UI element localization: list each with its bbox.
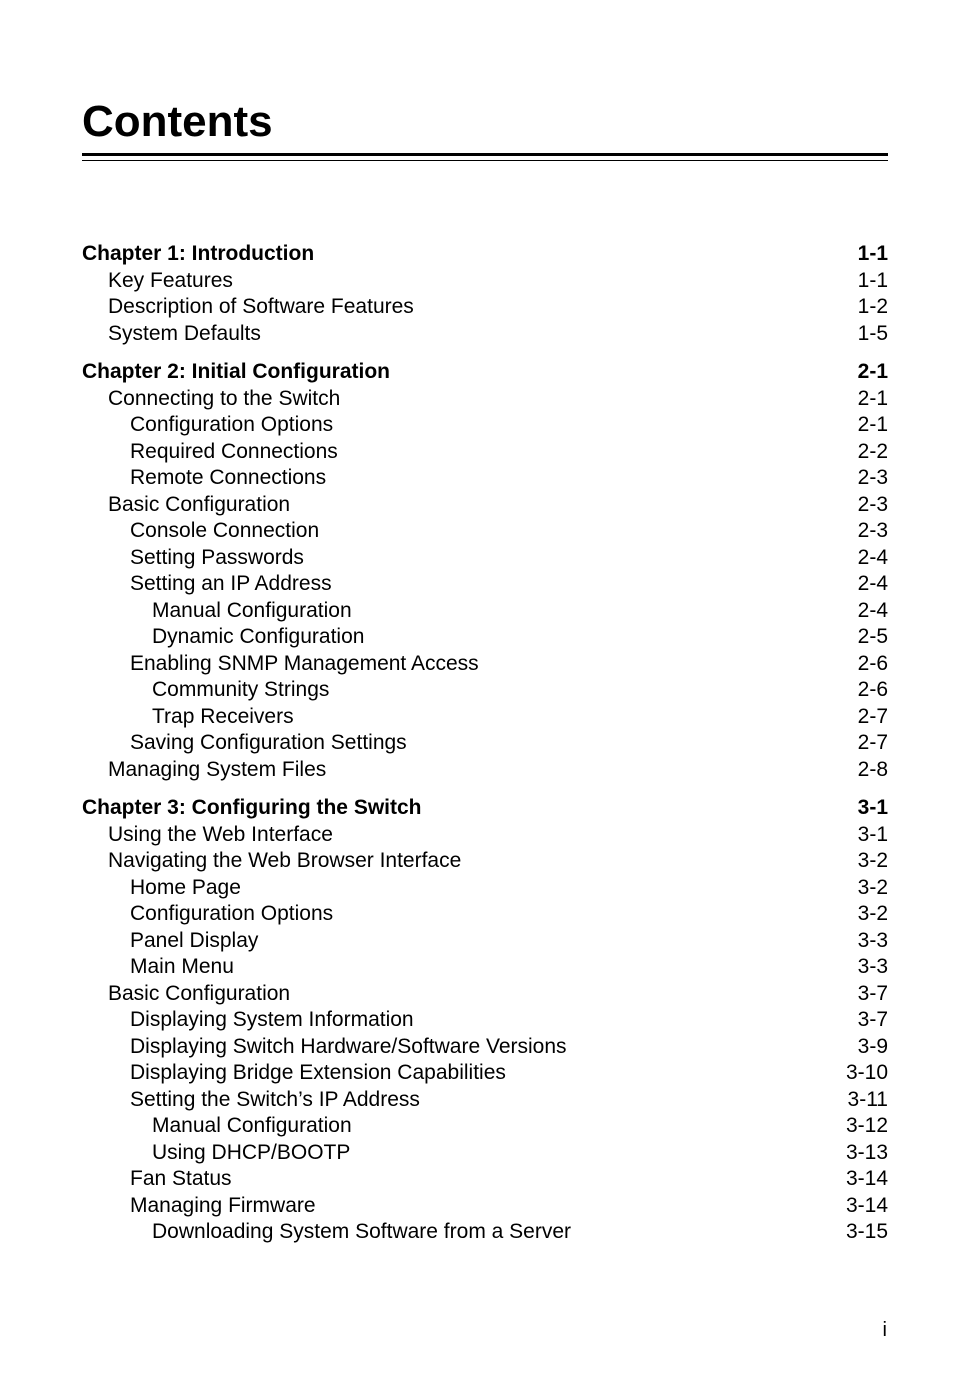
toc-entry-page: 3-2 [857, 902, 888, 925]
chapter-group [82, 359, 888, 783]
toc-entry-title: Basic Configuration [108, 492, 291, 516]
toc-entry-page: 3-7 [857, 1008, 888, 1031]
toc-entry-page: 3-15 [845, 1220, 888, 1243]
toc-entry-title: Using the Web Interface [108, 822, 333, 846]
toc-entry-page: 2-3 [857, 519, 888, 542]
title-rule-thin [82, 160, 888, 161]
toc-entry-page: 2-2 [857, 439, 888, 463]
toc-entry-title: Saving Configuration Settings [130, 731, 407, 754]
chapter-group [82, 241, 888, 347]
toc-entry-page: 3-2 [857, 875, 888, 899]
toc-entry-title: Navigating the Web Browser Interface [108, 849, 462, 872]
title-rule-thick [82, 153, 888, 156]
toc-entry-title: Manual Configuration [152, 1114, 352, 1137]
toc-entry[interactable] [82, 1060, 888, 1087]
toc-entry-page: 2-1 [857, 413, 888, 436]
toc-entry[interactable] [82, 1193, 888, 1220]
toc-entry-title: Connecting to the Switch [108, 386, 341, 410]
toc-entry[interactable] [82, 704, 888, 731]
page-title: Contents [82, 97, 273, 146]
toc-entry-title: Downloading System Software from a Server [152, 1220, 572, 1243]
toc-entry-page: 2-3 [857, 466, 888, 489]
toc-entry[interactable] [82, 1219, 888, 1246]
toc-entry-page: 1-5 [857, 321, 888, 345]
toc-entry-page: 3-7 [857, 981, 888, 1005]
toc-entry-title: Displaying Bridge Extension Capabilities [130, 1061, 506, 1084]
toc-entry-title: Setting the Switch’s IP Address [130, 1087, 420, 1111]
toc-entry[interactable] [82, 875, 888, 902]
toc-entry-page: 1-2 [857, 295, 888, 318]
toc-entry[interactable] [82, 492, 888, 519]
toc-entry[interactable] [82, 545, 888, 572]
toc-entry-page: 1-1 [857, 268, 888, 292]
toc-entry-title: Managing System Files [108, 757, 327, 781]
toc-entry-page: 3-1 [857, 796, 888, 819]
toc-entry[interactable] [82, 1034, 888, 1061]
toc-entry-title: Fan Status [130, 1167, 232, 1190]
toc-entry-page: 3-14 [845, 1167, 888, 1190]
toc-entry-title: Chapter 2: Initial Configuration [82, 360, 390, 383]
toc-entry-title: Remote Connections [130, 466, 327, 489]
toc-entry-title: Trap Receivers [152, 704, 294, 728]
toc-entry-page: 2-7 [857, 731, 888, 754]
chapter-group [82, 795, 888, 1246]
toc-entry-page: 2-8 [857, 757, 888, 781]
toc-entry-title: Panel Display [130, 928, 259, 952]
toc-entry[interactable] [82, 730, 888, 757]
toc-entry-title: Console Connection [130, 519, 320, 542]
toc-entry[interactable] [82, 1166, 888, 1193]
toc-entry-page: 2-4 [857, 598, 888, 622]
toc-entry-title: Managing Firmware [130, 1193, 316, 1217]
toc-entry[interactable] [82, 651, 888, 678]
table-of-contents [82, 241, 888, 1258]
toc-entry[interactable] [82, 321, 888, 348]
toc-entry-page: 3-1 [857, 822, 888, 846]
toc-entry-page: 3-2 [857, 849, 888, 872]
toc-entry-page: 3-3 [857, 928, 888, 952]
toc-entry-page: 2-4 [857, 572, 888, 595]
toc-entry-title: Configuration Options [130, 413, 334, 436]
toc-entry[interactable] [82, 386, 888, 413]
page-number: i [882, 1319, 887, 1341]
toc-entry-title: Required Connections [130, 439, 338, 463]
toc-entry[interactable] [82, 848, 888, 875]
toc-entry[interactable] [82, 268, 888, 295]
toc-entry-page: 3-11 [847, 1087, 888, 1111]
toc-entry-title: Manual Configuration [152, 598, 352, 622]
toc-entry-page: 2-5 [857, 625, 888, 648]
toc-entry-title: Displaying Switch Hardware/Software Versions [130, 1034, 567, 1058]
toc-entry-page: 3-14 [845, 1193, 888, 1217]
toc-entry-page: 2-6 [857, 651, 888, 675]
toc-entry-title: Chapter 1: Introduction [82, 242, 315, 265]
toc-entry[interactable] [82, 981, 888, 1008]
toc-entry-title: Using DHCP/BOOTP [152, 1140, 351, 1164]
toc-entry[interactable] [82, 677, 888, 704]
toc-entry-title: Home Page [130, 875, 241, 899]
toc-entry-title: Configuration Options [130, 902, 334, 925]
toc-entry[interactable] [82, 822, 888, 849]
toc-entry[interactable] [82, 901, 888, 928]
toc-entry[interactable] [82, 928, 888, 955]
toc-entry-page: 2-4 [857, 545, 888, 569]
toc-entry[interactable] [82, 954, 888, 981]
toc-entry-page: 2-1 [857, 360, 888, 383]
toc-entry-page: 3-9 [857, 1034, 888, 1058]
toc-entry[interactable] [82, 439, 888, 466]
chapter-heading[interactable] [82, 359, 888, 386]
toc-entry-page: 2-3 [857, 492, 888, 516]
chapter-heading[interactable] [82, 241, 888, 268]
toc-entry-title: Community Strings [152, 678, 330, 701]
toc-entry-page: 3-13 [845, 1140, 888, 1164]
toc-entry[interactable] [82, 1113, 888, 1140]
chapter-heading[interactable] [82, 795, 888, 822]
toc-entry-page: 2-6 [857, 678, 888, 701]
toc-entry[interactable] [82, 624, 888, 651]
toc-entry-page: 3-12 [845, 1114, 888, 1137]
toc-entry-page: 2-7 [857, 704, 888, 728]
toc-entry-page: 2-1 [857, 386, 888, 410]
toc-entry[interactable] [82, 757, 888, 784]
toc-entry[interactable] [82, 294, 888, 321]
toc-entry-page: 3-10 [845, 1061, 888, 1084]
toc-entry-title: Enabling SNMP Management Access [130, 651, 479, 675]
toc-entry-title: System Defaults [108, 321, 261, 345]
toc-entry-page: 1-1 [857, 242, 888, 265]
toc-entry[interactable] [82, 571, 888, 598]
toc-entry[interactable] [82, 1140, 888, 1167]
toc-entry[interactable] [82, 598, 888, 625]
toc-entry[interactable] [82, 465, 888, 492]
toc-entry-title: Chapter 3: Configuring the Switch [82, 796, 422, 819]
toc-entry-title: Displaying System Information [130, 1008, 414, 1031]
toc-entry[interactable] [82, 1087, 888, 1114]
toc-entry[interactable] [82, 518, 888, 545]
toc-entry-title: Description of Software Features [108, 295, 414, 318]
toc-entry-title: Key Features [108, 268, 233, 292]
toc-entry-title: Setting an IP Address [130, 572, 332, 595]
toc-entry[interactable] [82, 412, 888, 439]
toc-entry-page: 3-3 [857, 955, 888, 978]
toc-entry-title: Basic Configuration [108, 981, 291, 1005]
toc-entry[interactable] [82, 1007, 888, 1034]
toc-entry-title: Setting Passwords [130, 545, 304, 569]
toc-entry-title: Dynamic Configuration [152, 625, 365, 648]
toc-entry-title: Main Menu [130, 955, 234, 978]
